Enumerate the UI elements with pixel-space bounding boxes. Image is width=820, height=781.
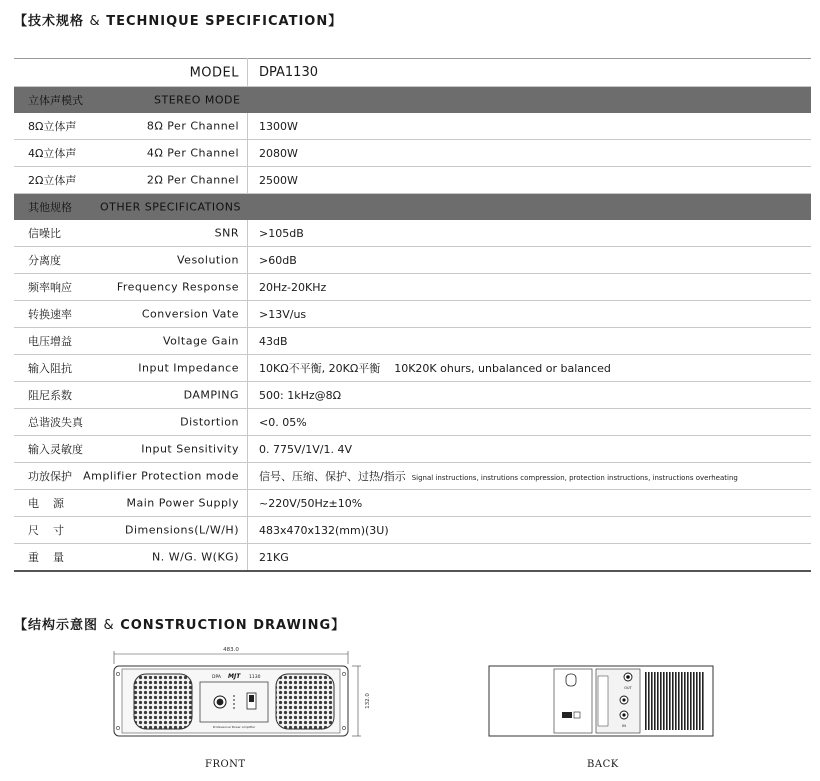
other-header-row	[14, 194, 811, 221]
table-row	[14, 113, 811, 140]
row-cn: 电压增益	[28, 335, 72, 348]
row-en: Voltage Gain	[162, 334, 239, 348]
construction-title	[14, 614, 345, 633]
stereo-header-cn: 立体声模式	[28, 94, 83, 107]
construction-title-amp: &	[103, 618, 115, 633]
row-value: >60dB	[248, 247, 812, 274]
construction-title-cn: 【结构示意图	[14, 618, 99, 633]
row-label-cell	[14, 140, 248, 167]
front-drawing	[108, 640, 380, 745]
row-en: Distortion	[180, 415, 239, 429]
table-row	[14, 140, 811, 167]
table-row	[14, 247, 811, 274]
row-label-cell	[14, 247, 248, 274]
row-cn: 阻尼系数	[28, 389, 72, 402]
row-cn: 输入灵敏度	[28, 443, 83, 456]
technique-title-en: TECHNIQUE SPECIFICATION】	[106, 14, 343, 29]
row-value: 2080W	[248, 140, 812, 167]
row-value: 信号、压缩、保护、过热/指示	[259, 470, 406, 483]
height-dim: 132.0	[365, 693, 371, 709]
table-row	[14, 463, 811, 490]
row-label-cell	[14, 490, 248, 517]
back-heatsink	[644, 672, 704, 730]
row-value: 483x470x132(mm)(3U)	[248, 517, 812, 544]
stereo-header-fill	[248, 87, 812, 114]
spec-table	[14, 58, 811, 572]
row-en: Amplifier Protection mode	[83, 469, 239, 483]
row-cn: 8Ω立体声	[28, 120, 77, 133]
row-cn: 2Ω立体声	[28, 174, 77, 187]
row-label-cell	[14, 382, 248, 409]
row-label-cell	[14, 113, 248, 140]
row-label-cell	[14, 355, 248, 382]
row-en: 2Ω Per Channel	[146, 173, 239, 187]
model-label: MODEL	[189, 65, 239, 80]
row-label-cell	[14, 517, 248, 544]
row-cn: 重 量	[28, 551, 64, 564]
row-en: Input Sensitivity	[141, 442, 239, 456]
row-label-cell	[14, 301, 248, 328]
table-row	[14, 517, 811, 544]
row-value: 0. 775V/1V/1. 4V	[248, 436, 812, 463]
back-label-in: IN	[622, 724, 626, 728]
other-header-cell	[14, 194, 248, 221]
table-row	[14, 220, 811, 247]
back-label-out: OUT	[624, 686, 632, 690]
row-value: 500: 1kHz@8Ω	[248, 382, 812, 409]
table-row	[14, 544, 811, 572]
table-row	[14, 301, 811, 328]
table-row	[14, 355, 811, 382]
row-label-cell	[14, 167, 248, 194]
stereo-header-cell	[14, 87, 248, 114]
other-header-cn: 其他规格	[28, 201, 72, 214]
technique-title	[14, 10, 342, 29]
row-cn: 总谐波失真	[28, 416, 83, 429]
right-grille	[276, 674, 334, 729]
row-value: 43dB	[248, 328, 812, 355]
row-value-cell	[248, 463, 812, 490]
technique-title-cn: 【技术规格	[14, 14, 85, 29]
back-drawing	[486, 640, 718, 745]
table-row	[14, 490, 811, 517]
row-cn: 频率响应	[28, 281, 72, 294]
front-caption: FRONT	[205, 759, 246, 770]
row-value: 10KΩ不平衡, 20KΩ平衡 10K20K ohurs, unbalanced or balanced	[248, 355, 812, 382]
table-row	[14, 328, 811, 355]
row-value: ~220V/50Hz±10%	[248, 490, 812, 517]
row-label-cell	[14, 463, 248, 490]
row-value: 20Hz-20KHz	[248, 274, 812, 301]
left-grille	[134, 674, 192, 729]
row-label-cell	[14, 409, 248, 436]
row-value: >105dB	[248, 220, 812, 247]
row-label-cell	[14, 328, 248, 355]
table-row	[14, 436, 811, 463]
row-value-note: Signal instructions, instrutions compression, protection instructions, instructions overheating	[411, 474, 738, 482]
row-cn: 4Ω立体声	[28, 147, 77, 160]
row-label-cell	[14, 436, 248, 463]
stereo-header-row	[14, 87, 811, 114]
front-model-code: 1130	[249, 675, 261, 680]
front-brand-left: DPA	[212, 675, 221, 680]
row-cn: 分离度	[28, 254, 61, 267]
power-inlet	[566, 674, 576, 686]
row-en: DAMPING	[183, 388, 239, 402]
model-label-cell	[14, 59, 248, 87]
row-cn: 转换速率	[28, 308, 72, 321]
model-value: DPA1130	[248, 59, 812, 87]
row-value: 1300W	[248, 113, 812, 140]
stereo-header-en: STEREO MODE	[154, 93, 241, 107]
row-cn: 功放保护	[28, 470, 72, 483]
front-tagline: Professional Power Amplifier	[212, 725, 256, 729]
table-row	[14, 382, 811, 409]
row-en: Frequency Response	[116, 280, 239, 294]
row-en: SNR	[214, 226, 239, 240]
width-dim: 483.0	[223, 647, 239, 653]
other-header-fill	[248, 194, 812, 221]
technique-title-amp: &	[89, 14, 101, 29]
row-label-cell	[14, 220, 248, 247]
row-cn: 电 源	[28, 497, 64, 510]
row-value: <0. 05%	[248, 409, 812, 436]
back-caption: BACK	[587, 759, 619, 770]
row-en: Vesolution	[177, 253, 239, 267]
row-cn: 信噪比	[28, 227, 61, 240]
table-row	[14, 409, 811, 436]
row-cn: 输入阻抗	[28, 362, 72, 375]
row-en: N. W/G. W(KG)	[151, 550, 239, 564]
row-value: 2500W	[248, 167, 812, 194]
row-en: Dimensions(L/W/H)	[125, 523, 239, 537]
row-en: Main Power Supply	[126, 496, 239, 510]
model-row	[14, 59, 811, 87]
row-en: 4Ω Per Channel	[146, 146, 239, 160]
row-cn: 尺 寸	[28, 524, 64, 537]
other-header-en: OTHER SPECIFICATIONS	[100, 200, 241, 214]
front-brand-logo: MJT	[228, 673, 241, 680]
table-row	[14, 274, 811, 301]
table-row	[14, 167, 811, 194]
row-label-cell	[14, 274, 248, 301]
row-en: 8Ω Per Channel	[146, 119, 239, 133]
construction-title-en: CONSTRUCTION DRAWING】	[120, 618, 346, 633]
row-value: 21KG	[248, 544, 812, 572]
row-label-cell	[14, 544, 248, 572]
row-value: >13V/us	[248, 301, 812, 328]
row-en: Input Impedance	[138, 361, 239, 375]
row-en: Conversion Vate	[141, 307, 239, 321]
